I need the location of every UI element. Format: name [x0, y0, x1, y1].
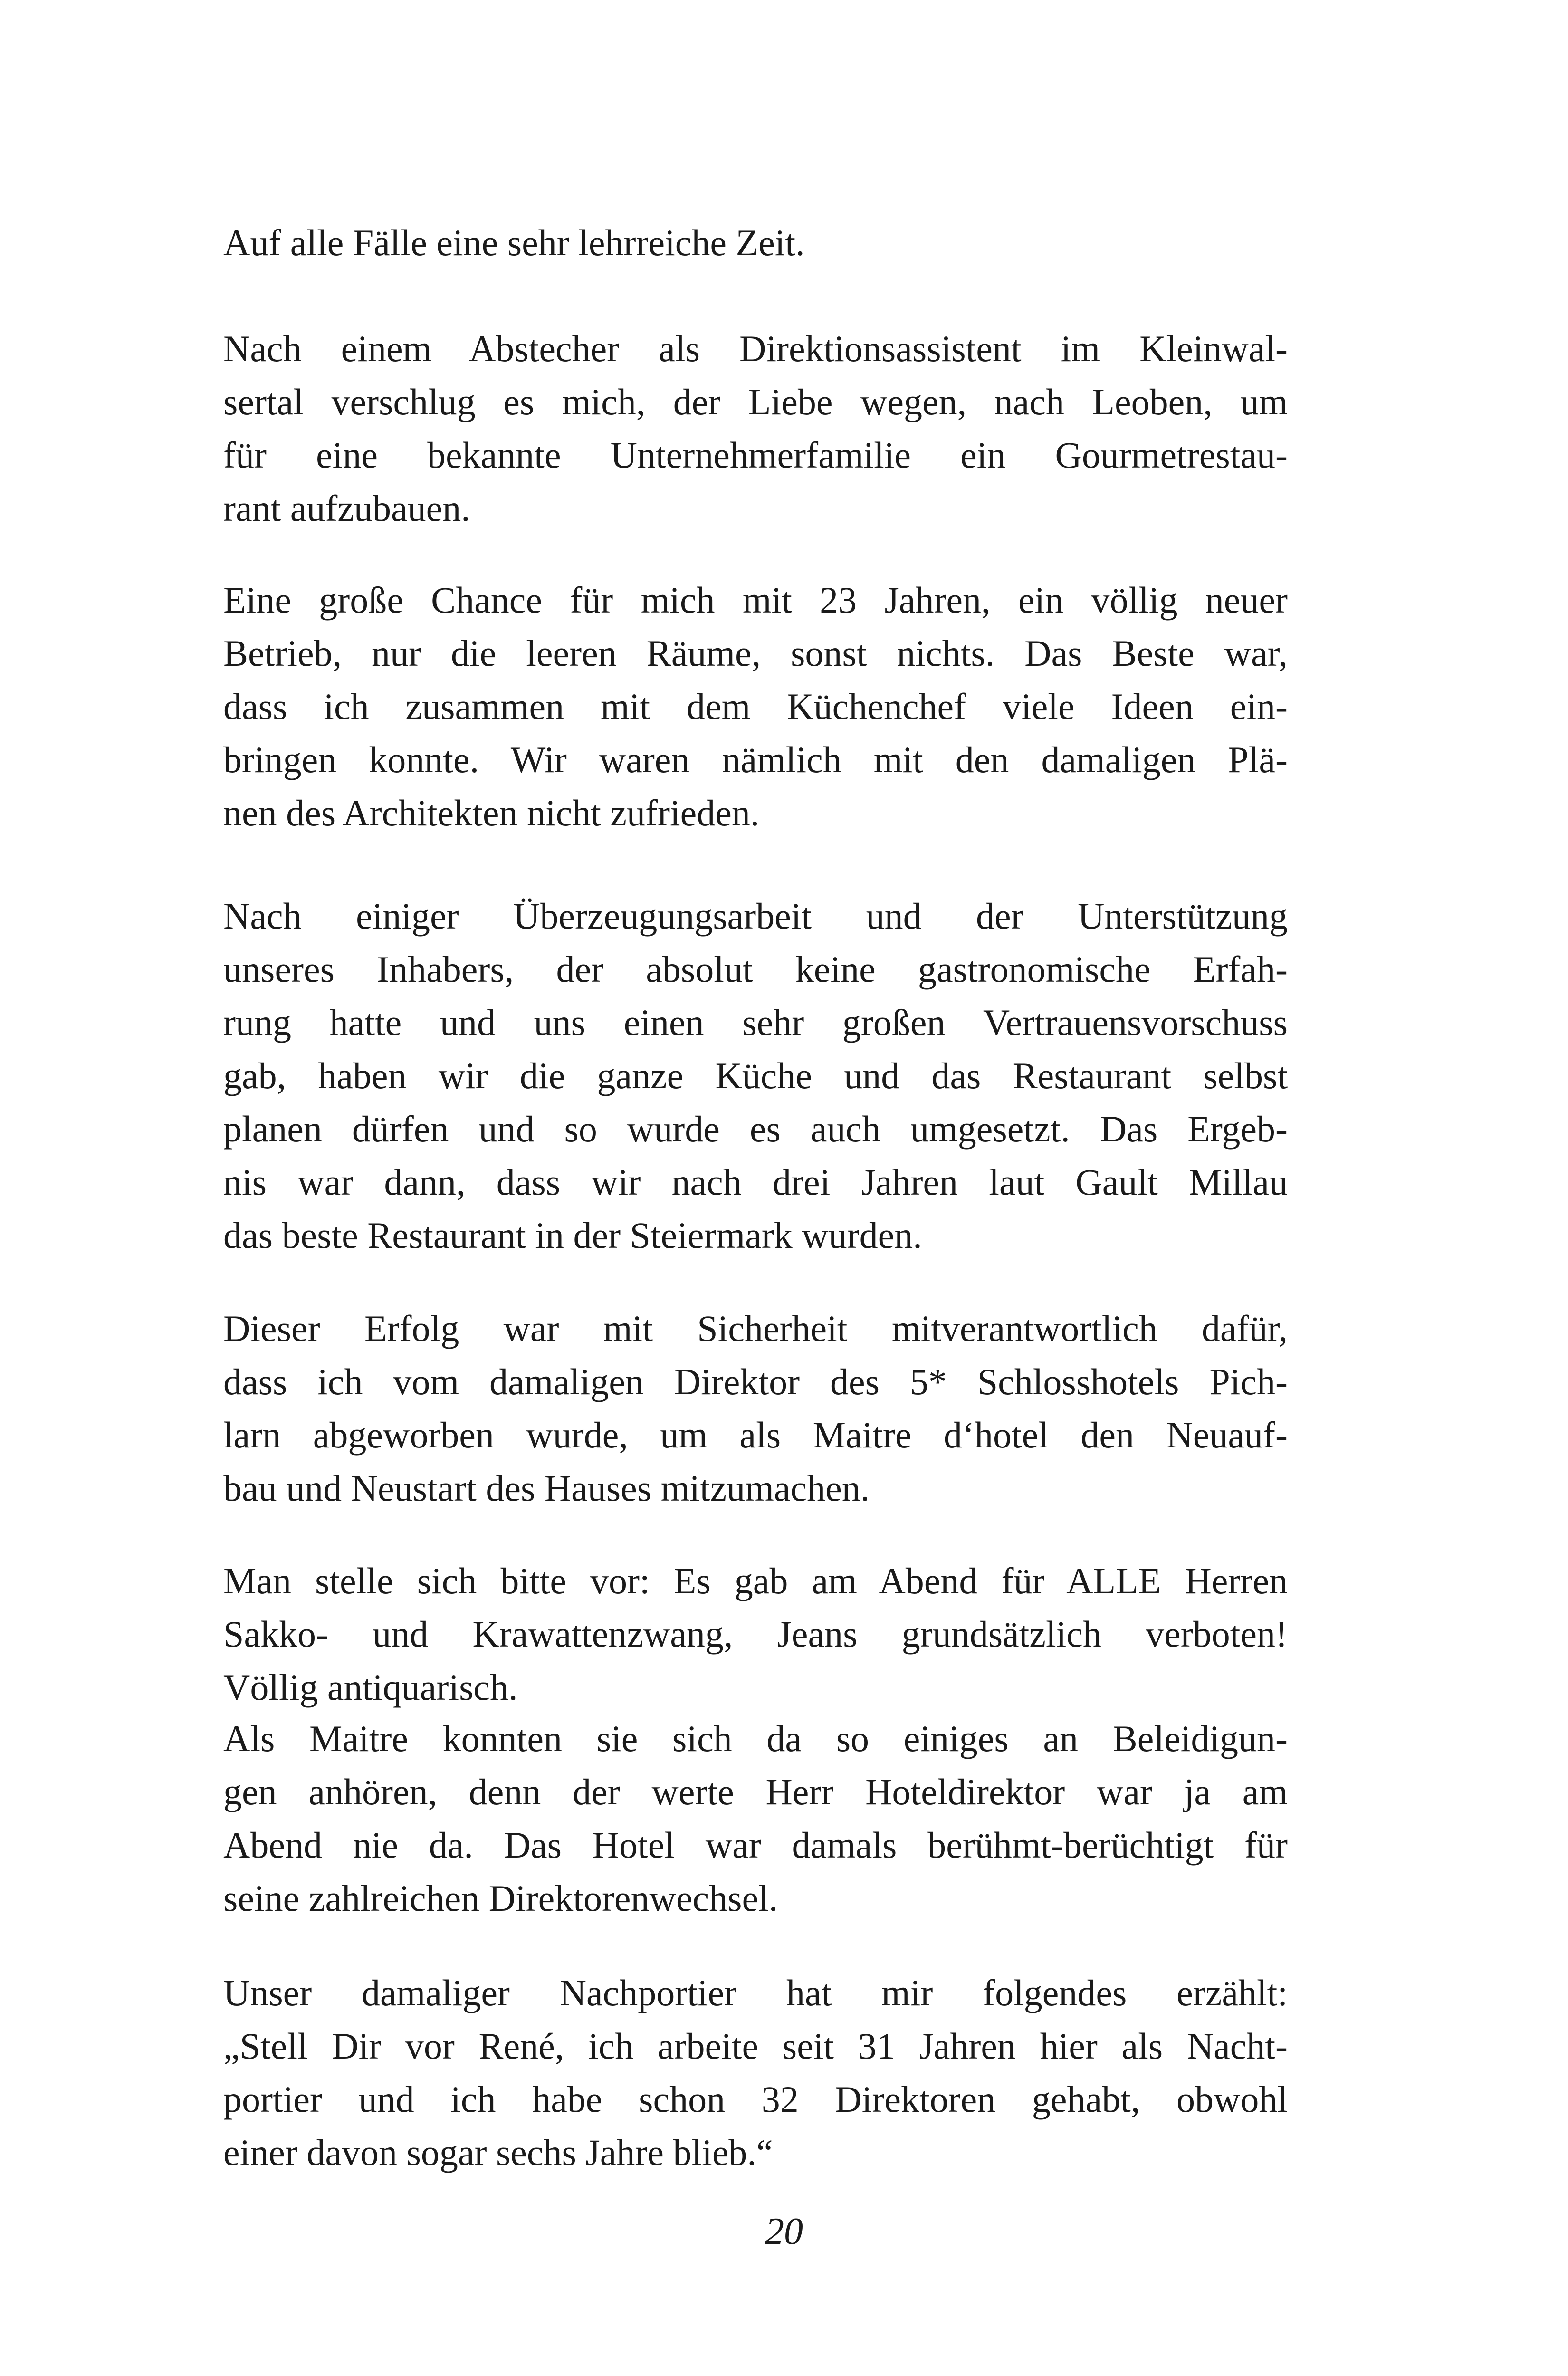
text-line: Nach einem Abstecher als Direktionsassistent im Kleinwal-	[223, 328, 1288, 369]
paragraph-3	[223, 574, 1288, 840]
text-line: das beste Restaurant in der Steiermark wurden.	[223, 1215, 922, 1256]
page-number: 20	[765, 2211, 803, 2252]
text-line: gab, haben wir die ganze Küche und das Restaurant selbst	[223, 1055, 1288, 1096]
paragraph-6	[223, 1554, 1288, 1714]
text-line: Betrieb, nur die leeren Räume, sonst nichts. Das Beste war,	[223, 632, 1288, 674]
text-line: Man stelle sich bitte vor: Es gab am Abend für ALLE Herren	[223, 1560, 1288, 1601]
paragraph-2	[223, 322, 1288, 535]
text-line: unseres Inhabers, der absolut keine gastronomische Erfah-	[223, 948, 1288, 990]
text-line: bau und Neustart des Hauses mitzumachen.	[223, 1467, 870, 1509]
text-line: „Stell Dir vor René, ich arbeite seit 31 Jahren hier als Nacht-	[223, 2025, 1288, 2067]
text-line: gen anhören, denn der werte Herr Hoteldirektor war ja am	[223, 1771, 1288, 1812]
text-line: Abend nie da. Das Hotel war damals berühmt-berüchtigt für	[223, 1824, 1288, 1866]
text-line: larn abgeworben wurde, um als Maitre d‘hotel den Neuauf-	[223, 1414, 1288, 1456]
text-line: Sakko- und Krawattenzwang, Jeans grundsätzlich verboten!	[223, 1613, 1288, 1655]
text-line: rant aufzubauen.	[223, 488, 470, 529]
text-line: Dieser Erfolg war mit Sicherheit mitverantwortlich dafür,	[223, 1308, 1288, 1349]
text-line: bringen konnte. Wir waren nämlich mit den damaligen Plä-	[223, 739, 1288, 780]
text-line: Als Maitre konnten sie sich da so einiges an Beleidigun-	[223, 1718, 1288, 1759]
text-line: Unser damaliger Nachportier hat mir folgendes erzählt:	[223, 1972, 1288, 2013]
paragraph-1	[223, 216, 1288, 269]
text-line: einer davon sogar sechs Jahre blieb.“	[223, 2132, 773, 2173]
paragraph-7	[223, 1712, 1288, 1925]
text-line: nen des Architekten nicht zufrieden.	[223, 792, 760, 834]
text-line: Nach einiger Überzeugungsarbeit und der Unterstützung	[223, 895, 1288, 937]
text-line: sertal verschlug es mich, der Liebe wegen, nach Leoben, um	[223, 381, 1288, 422]
paragraph-8	[223, 1966, 1288, 2179]
text-line: Auf alle Fälle eine sehr lehrreiche Zeit.	[223, 222, 805, 263]
text-line: portier und ich habe schon 32 Direktoren gehabt, obwohl	[223, 2079, 1288, 2120]
paragraph-5	[223, 1302, 1288, 1515]
paragraph-4	[223, 890, 1288, 1262]
text-line: rung hatte und uns einen sehr großen Vertrauensvorschuss	[223, 1002, 1288, 1043]
text-line: dass ich zusammen mit dem Küchenchef viele Ideen ein-	[223, 686, 1288, 727]
text-line: dass ich vom damaligen Direktor des 5* Schlosshotels Pich-	[223, 1361, 1288, 1402]
text-line: nis war dann, dass wir nach drei Jahren laut Gault Millau	[223, 1161, 1288, 1203]
text-line: seine zahlreichen Direktorenwechsel.	[223, 1878, 778, 1919]
text-line: Völlig antiquarisch.	[223, 1667, 518, 1708]
text-line: Eine große Chance für mich mit 23 Jahren, ein völlig neuer	[223, 579, 1288, 621]
text-line: für eine bekannte Unternehmerfamilie ein Gourmetrestau-	[223, 434, 1288, 476]
text-line: planen dürfen und so wurde es auch umgesetzt. Das Ergeb-	[223, 1108, 1288, 1150]
